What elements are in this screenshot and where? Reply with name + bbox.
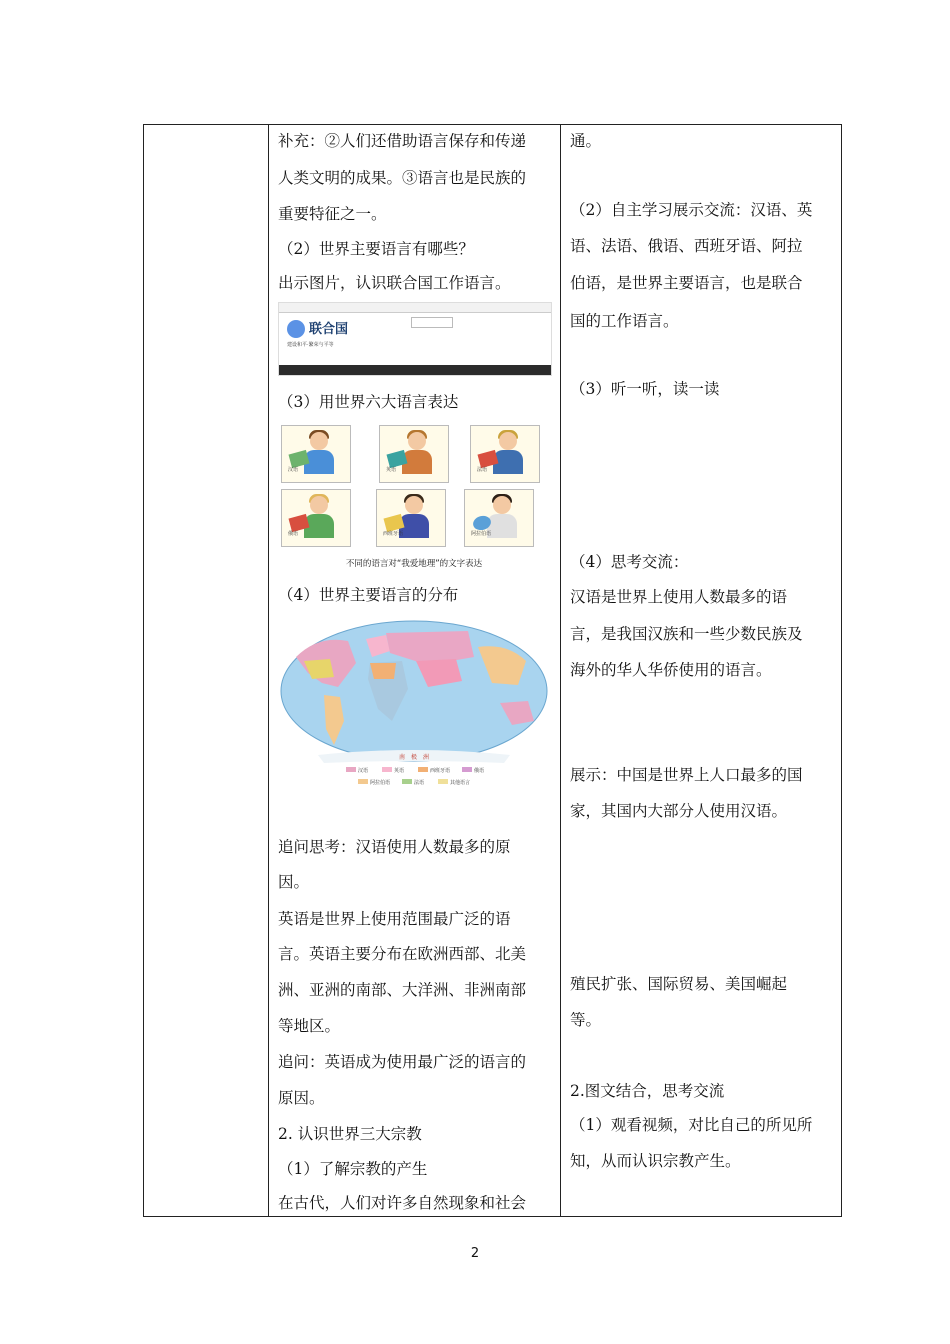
language-pic-english	[379, 425, 449, 483]
legend-swatch	[358, 779, 368, 784]
world-map-graphic	[278, 617, 550, 795]
legend-label: 其他语言	[450, 780, 471, 786]
head-shape	[408, 432, 426, 450]
figure-caption: 不同的语言对“我爱地理”的文字表达	[345, 559, 483, 569]
question-3: （3）用世界六大语言表达	[278, 393, 459, 411]
language-pic-arabic	[464, 489, 534, 547]
un-topbar	[279, 303, 551, 313]
legend-swatch	[462, 767, 472, 772]
language-pic-spanish	[376, 489, 446, 547]
text-line: 洲、亚洲的南部、大洋洲、非洲南部	[278, 981, 527, 999]
head-shape	[310, 432, 328, 450]
text-line: 展示：中国是世界上人口最多的国	[570, 766, 803, 784]
text-line: 知，从而认识宗教产生。	[570, 1152, 741, 1170]
un-tagline: 建设和平·繁荣与平等	[287, 342, 334, 348]
legend-label: 阿拉伯语	[370, 780, 391, 786]
un-emblem-icon	[287, 320, 305, 338]
text-line: 伯语，是世界主要语言，也是联合	[570, 274, 803, 292]
text-line: 出示图片，认识联合国工作语言。	[278, 274, 511, 292]
language-label: 英语	[386, 467, 397, 473]
text-line: 补充：②人们还借助语言保存和传递	[278, 132, 527, 150]
text-line: 2.图文结合，思考交流	[570, 1082, 725, 1100]
section-heading: 2. 认识世界三大宗教	[278, 1125, 422, 1143]
text-line: 海外的华人华侨使用的语言。	[570, 661, 772, 679]
text-line: （4）思考交流：	[570, 553, 689, 571]
head-shape	[405, 496, 423, 514]
head-shape	[499, 432, 517, 450]
page-number: 2	[470, 1246, 480, 1261]
antarctica-label: 南 极 洲	[398, 754, 430, 761]
text-line: 汉语是世界上使用人数最多的语	[570, 588, 788, 606]
language-pic-chinese	[281, 425, 351, 483]
teacher-activity-column	[268, 125, 560, 1216]
text-line: 追问思考：汉语使用人数最多的原	[278, 838, 511, 856]
text-line: （1）观看视频，对比自己的所见所	[570, 1116, 813, 1134]
text-line: 追问：英语成为使用最广泛的语言的	[278, 1053, 527, 1071]
lesson-table	[143, 124, 842, 1217]
body-shape	[487, 514, 517, 538]
un-name: 联合国	[309, 322, 349, 337]
language-pic-french	[470, 425, 540, 483]
head-shape	[310, 496, 328, 514]
language-label: 阿拉伯语	[471, 531, 492, 537]
question-4: （4）世界主要语言的分布	[278, 586, 459, 604]
language-figure	[278, 425, 550, 570]
language-label: 西班牙语	[383, 531, 404, 537]
legend-label: 俄语	[474, 768, 485, 774]
subsection-heading: （1）了解宗教的产生	[278, 1160, 428, 1178]
un-website-screenshot	[278, 302, 552, 376]
legend-label: 英语	[394, 768, 405, 774]
text-line: 通。	[570, 132, 602, 150]
text-line: 等地区。	[278, 1017, 341, 1035]
language-label: 法语	[477, 467, 488, 473]
legend-label: 法语	[414, 780, 425, 786]
text-line: 殖民扩张、国际贸易、美国崛起	[570, 975, 788, 993]
question-2: （2）世界主要语言有哪些？	[278, 240, 474, 258]
text-line: 在古代，人们对许多自然现象和社会	[278, 1194, 527, 1212]
text-line: 原因。	[278, 1089, 325, 1107]
text-line: （3）听一听，读一读	[570, 380, 720, 398]
text-line: 家，其国内大部分人使用汉语。	[570, 802, 788, 820]
text-line: 国的工作语言。	[570, 312, 679, 330]
student-activity-column	[560, 125, 843, 1216]
language-pic-russian	[281, 489, 351, 547]
text-line: 等。	[570, 1011, 602, 1029]
language-label: 俄语	[288, 531, 299, 537]
text-line: 言。英语主要分布在欧洲西部、北美	[278, 945, 527, 963]
un-search-box	[411, 317, 453, 328]
un-navbar	[279, 365, 551, 375]
legend-swatch	[418, 767, 428, 772]
legend-swatch	[346, 767, 356, 772]
text-line: （2）自主学习展示交流：汉语、英	[570, 201, 813, 219]
world-language-map	[278, 617, 550, 795]
legend-swatch	[402, 779, 412, 784]
legend-swatch	[382, 767, 392, 772]
region-arabic	[370, 663, 396, 679]
legend-swatch	[438, 779, 448, 784]
text-line: 人类文明的成果。③语言也是民族的	[278, 169, 527, 187]
legend-label: 汉语	[358, 768, 369, 774]
text-line: 言，是我国汉族和一些少数民族及	[570, 625, 803, 643]
text-line: 因。	[278, 873, 310, 891]
language-label: 汉语	[288, 467, 299, 473]
text-line: 重要特征之一。	[278, 205, 387, 223]
head-shape	[493, 496, 511, 514]
text-line: 语、法语、俄语、西班牙语、阿拉	[570, 237, 803, 255]
legend-label: 西班牙语	[430, 768, 451, 774]
text-line: 英语是世界上使用范围最广泛的语	[278, 910, 511, 928]
